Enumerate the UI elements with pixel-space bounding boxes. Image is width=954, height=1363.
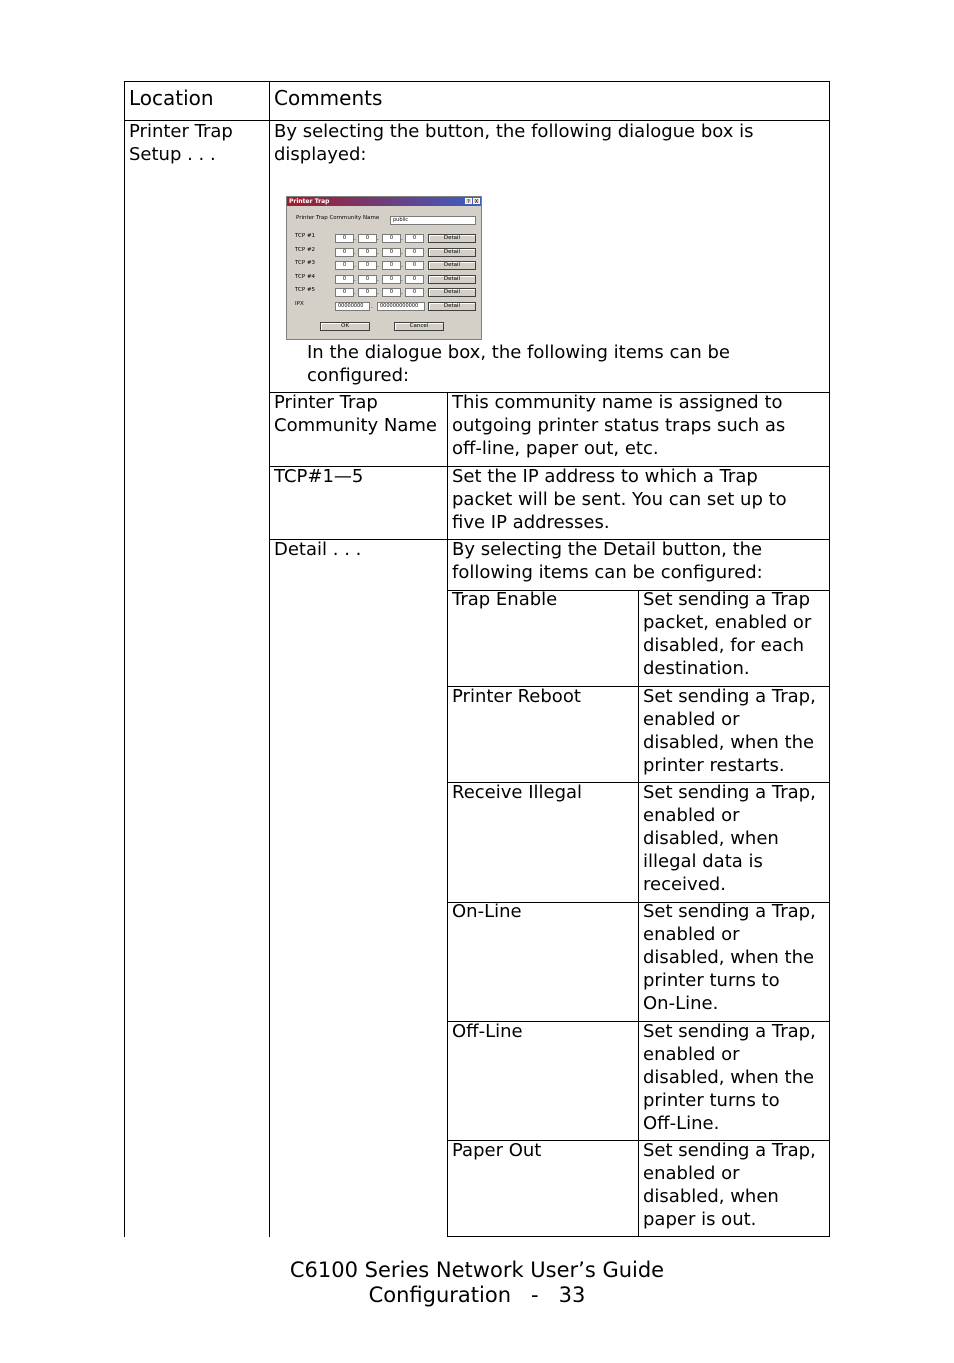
tcp-octet-input: 0 <box>335 288 354 297</box>
item-community-name-desc: This community name is assigned to outgoing printer status traps such as off-line, paper out, etc. <box>452 392 786 459</box>
tcp-octet-input: 0 <box>382 288 401 297</box>
detail-table-bottom <box>447 1236 830 1237</box>
help-icon: ? <box>465 198 472 204</box>
octet-separator: . <box>377 235 379 242</box>
octet-separator: . <box>377 249 379 256</box>
detail-trap-enable: Trap Enable <box>452 589 558 610</box>
after-dialog-text: In the dialogue box, the following items can be configured: <box>307 342 731 386</box>
tcp-octet-input: 0 <box>382 248 401 257</box>
detail-off-line: Off-Line <box>452 1021 523 1042</box>
tcp-octet-input: 0 <box>358 288 377 297</box>
tcp-octet-input: 0 <box>335 234 354 243</box>
tcp-detail-button: Detail <box>428 234 476 243</box>
tcp-detail-button: Detail <box>428 288 476 297</box>
intro-text: By selecting the button, the following dialogue box is displayed: <box>274 121 754 165</box>
tcp-octet-input: 0 <box>358 275 377 284</box>
octet-separator: . <box>401 276 403 283</box>
tcp-octet-input: 0 <box>358 248 377 257</box>
ipx-detail-button: Detail <box>428 302 476 311</box>
footer-section: Configuration - 33 <box>368 1283 586 1307</box>
close-icon: X <box>474 199 479 205</box>
tcp-octet-input: 0 <box>382 275 401 284</box>
tcp-row-label: TCP #2 <box>295 247 316 253</box>
ok-button: OK <box>320 322 370 331</box>
table-column-divider <box>269 81 270 1237</box>
footer-title: C6100 Series Network User’s Guide <box>289 1258 665 1282</box>
detail-on-line-desc: Set sending a Trap, enabled or disabled, when the printer turns to On-Line. <box>643 901 816 1014</box>
detail-receive-illegal-desc: Set sending a Trap, enabled or disabled, when illegal data is received. <box>643 782 816 895</box>
printer-trap-dialog-image <box>286 196 482 340</box>
octet-separator: . <box>377 262 379 269</box>
detail-receive-illegal: Receive Illegal <box>452 782 583 803</box>
octet-separator: . <box>377 276 379 283</box>
community-name-label: Printer Trap Community Name <box>296 215 380 221</box>
item-tcp: TCP#1—5 <box>274 466 364 487</box>
octet-separator: . <box>401 289 403 296</box>
octet-separator: . <box>401 262 403 269</box>
item-community-name: Printer Trap Community Name <box>274 392 438 436</box>
dialog-title: Printer Trap <box>289 198 330 205</box>
tcp-row-label: TCP #1 <box>295 233 316 239</box>
tcp-octet-input: 0 <box>358 234 377 243</box>
tcp-octet-input: 0 <box>405 234 424 243</box>
octet-separator: . <box>354 262 356 269</box>
tcp-octet-input: 0 <box>382 234 401 243</box>
ipx-node-input: 000000000000 <box>377 302 425 311</box>
octet-separator: . <box>354 235 356 242</box>
detail-printer-reboot: Printer Reboot <box>452 686 581 707</box>
octet-separator: . <box>354 289 356 296</box>
detail-paper-out-desc: Set sending a Trap, enabled or disabled, when paper is out. <box>643 1140 816 1230</box>
octet-separator: . <box>401 249 403 256</box>
tcp-octet-input: 0 <box>405 288 424 297</box>
tcp-octet-input: 0 <box>335 275 354 284</box>
tcp-row-label: TCP #5 <box>295 287 316 293</box>
nested-column-divider <box>447 392 448 1237</box>
table-border-right <box>829 81 830 1237</box>
header-comments: Comments <box>274 86 383 110</box>
ipx-label: IPX <box>295 301 304 307</box>
detail-printer-reboot-desc: Set sending a Trap, enabled or disabled, when the printer restarts. <box>643 686 816 776</box>
tcp-row-label: TCP #3 <box>295 260 316 266</box>
tcp-octet-input: 0 <box>382 261 401 270</box>
table-border-left <box>124 81 125 1237</box>
tcp-detail-button: Detail <box>428 248 476 257</box>
tcp-detail-button: Detail <box>428 261 476 270</box>
location-cell: Printer Trap Setup . . . <box>129 121 233 165</box>
community-name-input: public <box>390 216 476 225</box>
detail-trap-enable-desc: Set sending a Trap packet, enabled or disabled, for each destination. <box>643 589 812 679</box>
detail-off-line-desc: Set sending a Trap, enabled or disabled, when the printer turns to Off-Line. <box>643 1021 816 1134</box>
tcp-octet-input: 0 <box>335 261 354 270</box>
table-border-top <box>124 81 830 82</box>
tcp-row-label: TCP #4 <box>295 274 316 280</box>
octet-separator: . <box>354 249 356 256</box>
ipx-separator: . <box>371 303 373 310</box>
tcp-octet-input: 0 <box>405 261 424 270</box>
tcp-detail-button: Detail <box>428 275 476 284</box>
octet-separator: . <box>377 289 379 296</box>
detail-paper-out: Paper Out <box>452 1140 542 1161</box>
tcp-octet-input: 0 <box>405 248 424 257</box>
octet-separator: . <box>354 276 356 283</box>
octet-separator: . <box>401 235 403 242</box>
ipx-network-input: 00000000 <box>335 302 370 311</box>
tcp-octet-input: 0 <box>335 248 354 257</box>
header-location: Location <box>129 86 214 110</box>
item-tcp-desc: Set the IP address to which a Trap packet will be sent. You can set up to five IP addresses. <box>452 466 787 533</box>
item-detail-desc: By selecting the Detail button, the following items can be configured: <box>452 539 763 583</box>
detail-on-line: On-Line <box>452 901 522 922</box>
cancel-button: Cancel <box>394 322 444 331</box>
item-detail: Detail . . . <box>274 539 362 560</box>
tcp-octet-input: 0 <box>358 261 377 270</box>
dialog-title-bar <box>287 197 481 206</box>
tcp-octet-input: 0 <box>405 275 424 284</box>
